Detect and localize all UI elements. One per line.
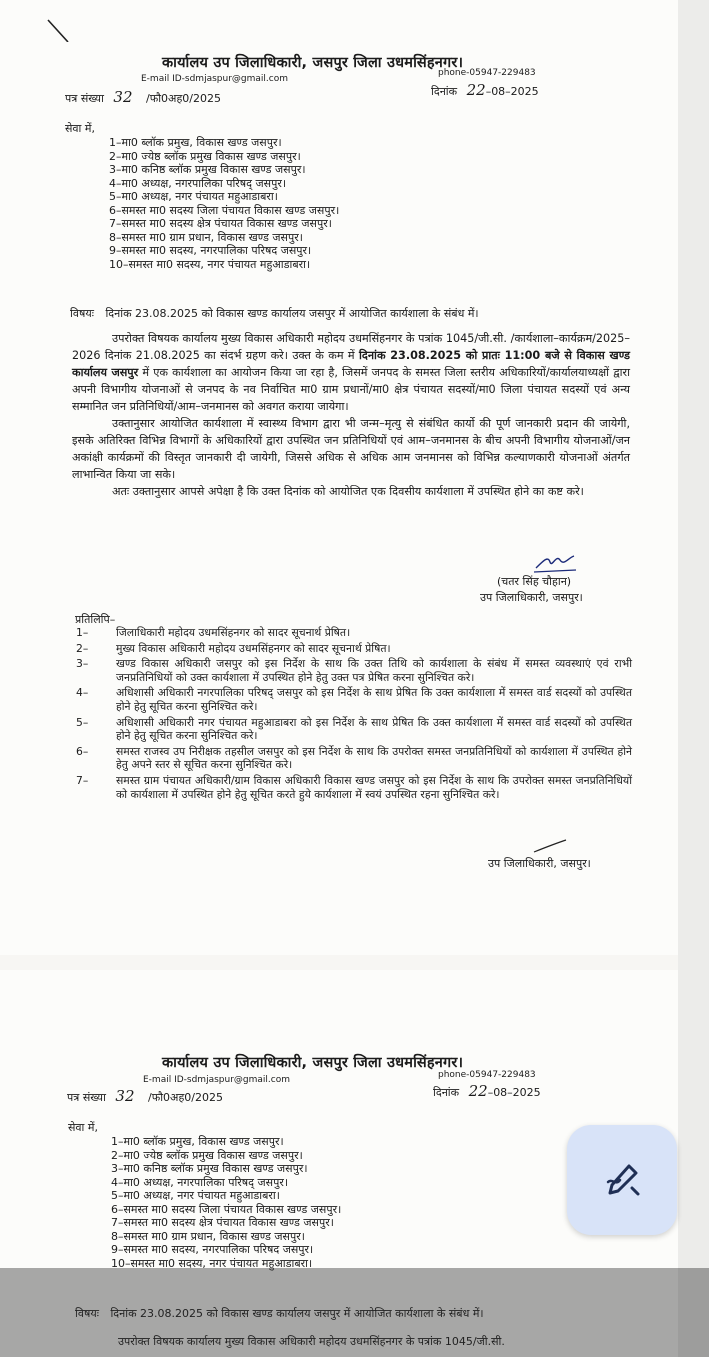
initial-mark [530, 838, 570, 856]
recipient-item: 2–मा0 ज्येष्ठ ब्लॉक प्रमुख विकास खण्ड जसपुर। [111, 1148, 303, 1162]
cc-item: 2– मुख्य विकास अधिकारी महोदय उधमसिंहनगर को सादर सूचनार्थ प्रेषित। [76, 641, 391, 655]
cc-item: 3– खण्ड विकास अधिकारी जसपुर को इस निर्देश के साथ कि उक्त तिथि को कार्यशाला के संबंध में समस्त व्यवस्थाएं एवं राभी जनप्रतिनिधियों को उक्त कार्यशाला में उपस्थित होने हेतु उक्त पत्र प्रेषित करना सुनिश्चित करे। [76, 657, 632, 684]
paragraph-1-first-line: उपरोक्त विषयक कार्यालय मुख्य विकास अधिकारी महोदय उधमसिंहनगर के पत्रांक 1045/जी.सी. [118, 1335, 505, 1348]
recipient-item: 7–समस्त मा0 सदस्य क्षेत्र पंचायत विकास खण्ड जसपुर। [109, 217, 332, 230]
cc-signatory: उप जिलाधिकारी, जसपुर। [488, 857, 591, 870]
recipient-item: 4–मा0 अध्यक्ष, नगरपालिका परिषद् जसपुर। [111, 1175, 289, 1189]
recipient-item: 10–समस्त मा0 सदस्य, नगर पंचायत महुआडाबरा। [111, 1256, 313, 1270]
phone-line: phone-05947-229483 [438, 68, 536, 78]
date-line [433, 1082, 541, 1100]
date-day: 22 [468, 1082, 488, 1100]
office-title: कार्यालय उप जिलाधिकारी, जसपुर जिला उधमसिंहनगर। [162, 1055, 464, 1071]
paragraph-1-highlight: दिनांक 23.08.2025 को प्रातः 11:00 बजे से विकास खण्ड कार्यालय जसपुर [72, 349, 630, 379]
recipient-item: 6–समस्त मा0 सदस्य जिला पंचायत विकास खण्ड जसपुर। [111, 1202, 342, 1216]
recipient-list [109, 136, 339, 271]
date-line [431, 81, 539, 99]
paragraph-1: उपरोक्त विषयक कार्यालय मुख्य विकास अधिकारी महोदय उधमसिंहनगर के पत्रांक 1045/जी.सी. /कार्यशाला–कार्यक्रम/2025–2026 दिनांक 21.08.2025 का संदर्भ ग्रहण करे। उक्त के कम में दिनांक 23.08.2025 को प्रातः 11:00 बजे से विकास खण्ड कार्यालय जसपुर में एक कार्यशाला का आयोजन किया जा रहा है, जिसमें जनपद के समस्त जिला स्तरीय अधिकारियों/कार्यालयाध्यक्षों द्वारा अपनी विभागीय योजनाओं से जनपद के नव निर्वाचित मा0 ग्राम प्रधानों/मा0 क्षेत्र पंचायत सदस्यों/मा0 जिला पंचायत सदस्यों एवं अन्य सम्मानित जन प्रतिनिधियों/आम–जनमानस को अवगत कराया जायेगा। [72, 332, 631, 413]
email-line: E-mail ID-sdmjaspur@gmail.com [143, 1075, 290, 1085]
annotate-fab-button[interactable] [567, 1125, 677, 1235]
recipient-item: 9–समस्त मा0 सदस्य, नगरपालिका परिषद जसपुर। [111, 1243, 314, 1256]
paragraph-3: अतः उक्तानुसार आपसे अपेक्षा है कि उक्त दिनांक को आयोजित एक दिवसीय कार्यशाला में उपस्थित होने का कष्ट करे। [112, 485, 584, 498]
recipient-item: 4–मा0 अध्यक्ष, नगरपालिका परिषद् जसपुर। [109, 176, 287, 190]
ref-number: 32 [115, 1087, 135, 1105]
to-label: सेवा में, [65, 122, 95, 135]
pen-scribble-icon [602, 1160, 642, 1200]
email-line: E-mail ID-sdmjaspur@gmail.com [141, 74, 288, 84]
to-label: सेवा में, [68, 1121, 98, 1134]
ref-suffix: /फौ0अह0/2025 [146, 92, 221, 105]
cc-item: 7– समस्त ग्राम पंचायत अधिकारी/ग्राम विकास अधिकारी विकास खण्ड जसपुर को इस निर्देश के साथ कि उपरोक्त समस्त जनप्रतिनिधियों को कार्यशाला में उपस्थित होने हेतु सूचित करते हुये कार्यशाला में स्वयं उपस्थित रहना सुनिश्चित करे। [76, 773, 632, 801]
cc-item: 6– समस्त राजस्व उप निरीक्षक तहसील जसपुर को इस निर्देश के साथ कि उपरोक्त समस्त जनप्रतिनिधियों को कार्यशाला में उपस्थित होने हेतु अपने स्तर से सूचित करना सुनिश्चित करे। [76, 744, 632, 772]
ref-label: पत्र संख्या [67, 1091, 106, 1104]
cc-label: प्रतिलिपि– [75, 613, 116, 626]
recipient-item: 1–मा0 ब्लॉक प्रमुख, विकास खण्ड जसपुर। [111, 1135, 284, 1148]
recipient-item: 6–समस्त मा0 सदस्य जिला पंचायत विकास खण्ड जसपुर। [109, 203, 340, 217]
signature-mark [530, 550, 580, 576]
subject-label: विषयः [70, 307, 94, 320]
recipient-item: 3–मा0 कनिष्ठ ब्लॉक प्रमुख विकास खण्ड जसपुर। [111, 1162, 308, 1175]
office-title: कार्यालय उप जिलाधिकारी, जसपुर जिला उधमसिंहनगर। [162, 55, 464, 71]
date-label: दिनांक [433, 1086, 460, 1099]
subject-text: दिनांक 23.08.2025 को विकास खण्ड कार्यालय जसपुर में आयोजित कार्यशाला के संबंध में। [105, 307, 479, 320]
ref-line [67, 1087, 223, 1105]
recipient-item: 1–मा0 ब्लॉक प्रमुख, विकास खण्ड जसपुर। [109, 136, 282, 149]
date-label: दिनांक [431, 85, 458, 98]
recipient-item: 5–मा0 अध्यक्ष, नगर पंचायत महुआडाबरा। [111, 1189, 280, 1202]
phone-line: phone-05947-229483 [438, 1070, 536, 1080]
cc-list [76, 626, 632, 803]
date-day: 22 [466, 81, 486, 99]
date-rest: –08–2025 [487, 1086, 541, 1099]
ref-line [65, 88, 221, 106]
recipient-item: 2–मा0 ज्येष्ठ ब्लॉक प्रमुख विकास खण्ड जसपुर। [109, 149, 301, 163]
paragraph-2: उक्तानुसार आयोजित कार्यशाला में स्वास्थ्य विभाग द्वारा भी जन्म–मृत्यु से संबंधित कार्यो की पूर्ण जानकारी प्रदान की जायेगी, इसके अतिरिक्त विभिन्न विभागों के अधिकारियों द्वारा उपस्थित जन प्रतिनिधियों एवं आम–जनमानस के बीच अपनी विभागीय योजनाओं/जन अकांक्षी कार्यक्रमों की विस्तृत जानकारी दी जायेगी, जिससे अधिक से अधिक आम जनमानस को विभिन्न कल्याणकारी योजनाओं अंतर्गत लाभान्वित किया जा सके। [72, 417, 630, 481]
subject-label: विषयः [75, 1307, 99, 1320]
slash-mark-icon [46, 18, 70, 42]
ref-suffix: /फौ0अह0/2025 [148, 1091, 223, 1104]
recipient-item: 3–मा0 कनिष्ठ ब्लॉक प्रमुख विकास खण्ड जसपुर। [109, 163, 306, 176]
scroll-gutter[interactable] [678, 0, 709, 1357]
recipient-item: 8–समस्त मा0 ग्राम प्रधान, विकास खण्ड जसपुर। [109, 230, 303, 244]
subject-text: दिनांक 23.08.2025 को विकास खण्ड कार्यालय जसपुर में आयोजित कार्यशाला के संबंध में। [110, 1307, 484, 1320]
recipient-list [111, 1135, 341, 1270]
body-paragraphs [72, 330, 630, 500]
subject-line [75, 1306, 484, 1321]
signatory-name: (चतर सिंह चौहान) [497, 575, 572, 588]
ref-label: पत्र संख्या [65, 92, 104, 105]
date-rest: –08–2025 [485, 85, 539, 98]
recipient-item: 7–समस्त मा0 सदस्य क्षेत्र पंचायत विकास खण्ड जसपुर। [111, 1216, 334, 1229]
cc-item: 5– अधिशासी अधिकारी नगर पंचायत महुआडाबरा को इस निर्देश के साथ प्रेषित कि उक्त कार्यशाला में समस्त वार्ड सदस्यों को उपस्थित होने हेतु सूचित करना सुनिश्चित करे। [76, 715, 632, 743]
recipient-item: 10–समस्त मा0 सदस्य, नगर पंचायत महुआडाबरा। [109, 257, 311, 271]
cc-item: 1– जिलाधिकारी महोदय उधमसिंहनगर को सादर सूचनार्थ प्रेषित। [76, 626, 351, 639]
signatory-title: उप जिलाधिकारी, जसपुर। [480, 591, 583, 604]
subject-line [70, 306, 479, 321]
recipient-item: 5–मा0 अध्यक्ष, नगर पंचायत महुआडाबरा। [109, 190, 278, 203]
ref-number: 32 [113, 88, 133, 106]
recipient-item: 9–समस्त मा0 सदस्य, नगरपालिका परिषद जसपुर। [109, 244, 312, 257]
recipient-item: 8–समस्त मा0 ग्राम प्रधान, विकास खण्ड जसपुर। [111, 1229, 305, 1243]
cc-item: 4– अधिशासी अधिकारी नगरपालिका परिषद् जसपुर को इस निर्देश के साथ प्रेषित कि उक्त कार्यशाला में समस्त वार्ड सदस्यों को उपस्थित होने हेतु सूचित करना सुनिश्चित करे। [76, 686, 632, 713]
